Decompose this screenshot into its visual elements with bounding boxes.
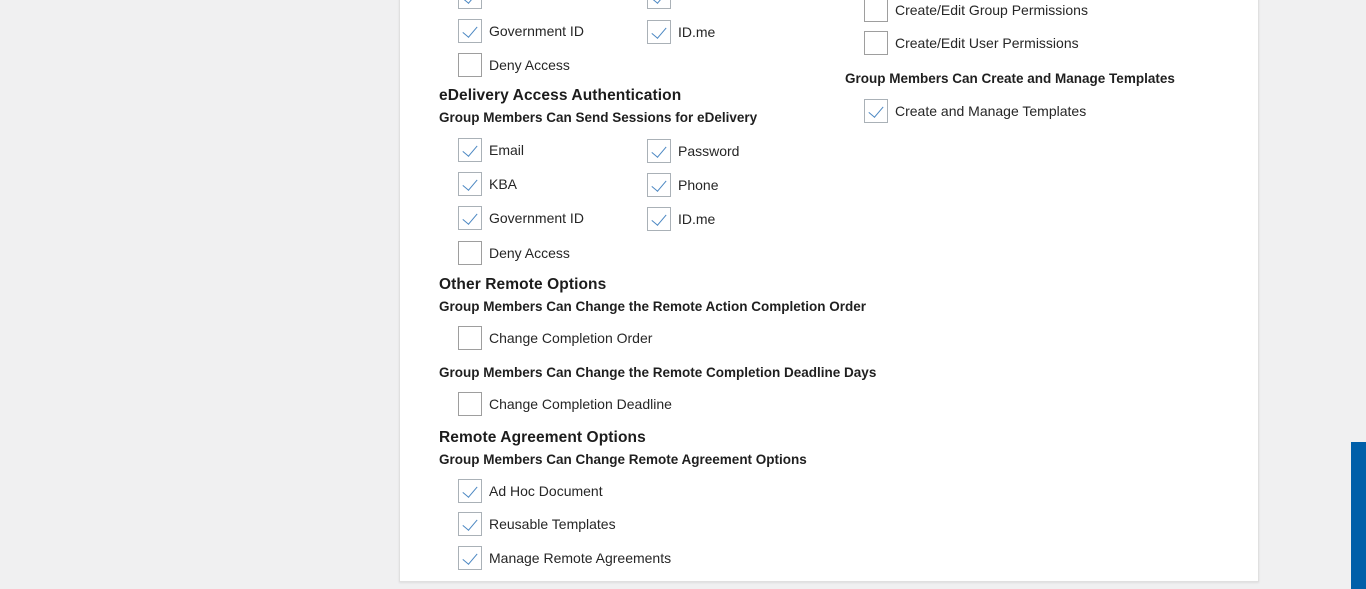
checkbox-item-email [458, 137, 524, 163]
checkmark-icon [462, 0, 477, 4]
checkbox[interactable] [647, 207, 671, 231]
checkbox-item-kba [458, 171, 517, 197]
checkbox-label: Create and Manage Templates [895, 103, 1087, 119]
checkbox-item-government-id [458, 18, 584, 44]
checkbox[interactable] [458, 241, 482, 265]
checkbox-item-ad-hoc-document [458, 478, 603, 504]
checkmark-icon [462, 515, 477, 531]
checkbox-label: Change Completion Order [489, 330, 653, 346]
checkmark-icon [462, 22, 477, 38]
checkbox[interactable] [864, 0, 888, 22]
checkbox[interactable] [458, 512, 482, 536]
checkbox-item-cutoff-left [458, 0, 482, 10]
checkbox-item-deny-access-edelivery [458, 240, 570, 266]
group-subheading-edelivery: Group Members Can Send Sessions for eDelivery [439, 110, 758, 125]
checkbox-item-create-edit-user-permissions [864, 30, 1079, 56]
section-heading-edelivery: eDelivery Access Authentication [439, 87, 682, 104]
checkmark-icon [651, 0, 666, 4]
checkbox-label: Password [678, 143, 740, 159]
checkbox-item-create-manage-templates [864, 98, 1086, 124]
checkbox[interactable] [458, 206, 482, 230]
checkbox[interactable] [458, 0, 482, 9]
checkbox[interactable] [458, 172, 482, 196]
checkbox[interactable] [647, 0, 671, 9]
checkbox-item-create-edit-group-permissions [864, 0, 1088, 23]
group-subheading-completion-deadline: Group Members Can Change the Remote Completion Deadline Days [439, 365, 877, 380]
checkmark-icon [462, 482, 477, 498]
checkbox[interactable] [458, 546, 482, 570]
checkbox[interactable] [864, 99, 888, 123]
checkbox[interactable] [458, 392, 482, 416]
section-heading-other-remote: Other Remote Options [439, 276, 607, 293]
checkmark-icon [462, 549, 477, 565]
checkmark-icon [651, 210, 666, 226]
checkbox[interactable] [458, 19, 482, 43]
checkbox-label: Create/Edit User Permissions [895, 35, 1079, 51]
right-edge-accent-bar[interactable] [1351, 442, 1366, 589]
section-heading-remote-agreement: Remote Agreement Options [439, 429, 646, 446]
checkbox-label: Government ID [489, 210, 584, 226]
group-subheading-manage-templates: Group Members Can Create and Manage Templates [845, 71, 1175, 86]
checkbox-item-password [647, 138, 739, 164]
checkmark-icon [462, 175, 477, 191]
checkbox-item-cutoff-right [647, 0, 671, 10]
checkmark-icon [868, 102, 883, 118]
checkbox-item-idme [647, 19, 715, 45]
group-subheading-completion-order: Group Members Can Change the Remote Action Completion Order [439, 299, 867, 314]
checkbox-label: Email [489, 142, 525, 158]
checkbox-label: KBA [489, 176, 518, 192]
group-subheading-remote-agreement: Group Members Can Change Remote Agreement Options [439, 452, 807, 467]
checkbox[interactable] [864, 31, 888, 55]
checkmark-icon [651, 142, 666, 158]
checkbox-item-government-id-edelivery [458, 205, 584, 231]
checkbox-item-change-completion-deadline [458, 391, 672, 417]
checkmark-icon [651, 23, 666, 39]
checkbox-item-idme-edelivery [647, 206, 715, 232]
checkbox[interactable] [458, 138, 482, 162]
checkbox-item-manage-remote-agreements [458, 545, 671, 571]
checkbox-label: Phone [678, 177, 719, 193]
checkbox[interactable] [458, 479, 482, 503]
checkbox-label: Reusable Templates [489, 516, 616, 532]
checkbox-label: Government ID [489, 23, 584, 39]
checkbox-label: Ad Hoc Document [489, 483, 603, 499]
checkbox-label: ID.me [678, 211, 716, 227]
checkbox-item-reusable-templates [458, 511, 616, 537]
checkbox-label: ID.me [678, 24, 716, 40]
checkmark-icon [651, 176, 666, 192]
checkbox[interactable] [647, 139, 671, 163]
checkbox[interactable] [647, 20, 671, 44]
checkbox[interactable] [647, 173, 671, 197]
checkbox[interactable] [458, 326, 482, 350]
checkbox-item-deny-access [458, 52, 570, 78]
checkbox-label: Deny Access [489, 57, 570, 73]
checkmark-icon [462, 141, 477, 157]
checkbox-item-change-completion-order [458, 325, 652, 351]
checkbox-label: Deny Access [489, 245, 570, 261]
checkbox-label: Change Completion Deadline [489, 396, 672, 412]
checkmark-icon [462, 209, 477, 225]
checkbox-label: Manage Remote Agreements [489, 550, 672, 566]
checkbox-label: Create/Edit Group Permissions [895, 2, 1088, 18]
checkbox-item-phone [647, 172, 718, 198]
checkbox[interactable] [458, 53, 482, 77]
